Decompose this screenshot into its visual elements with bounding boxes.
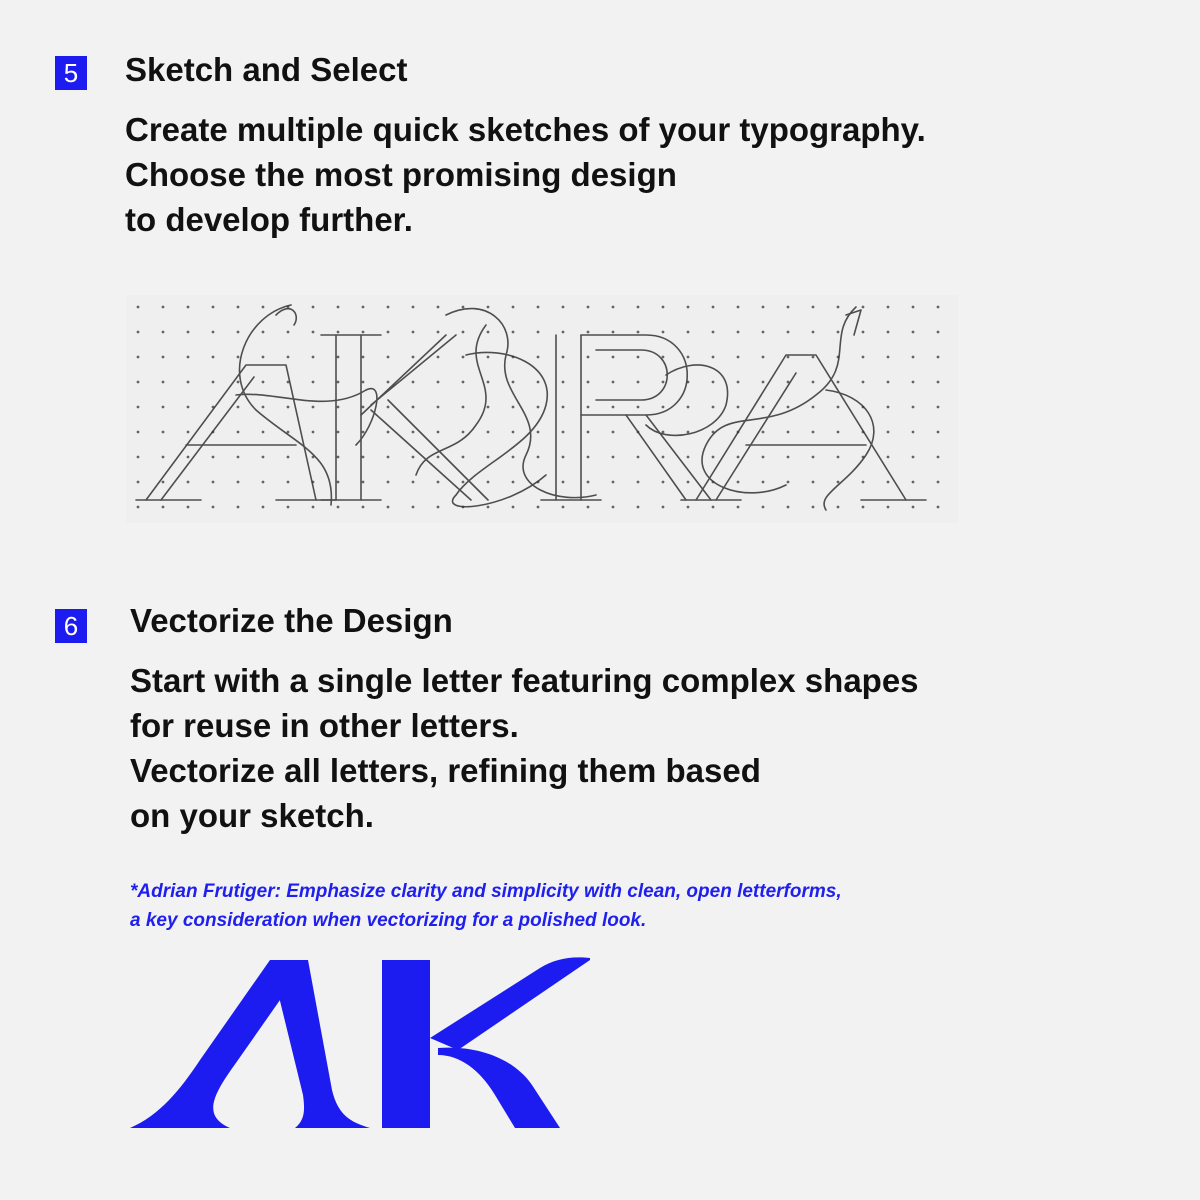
step-description-line: Choose the most promising design xyxy=(125,156,677,193)
step-description xyxy=(130,658,919,838)
step-description-line: Create multiple quick sketches of your typography. xyxy=(125,111,926,148)
step-description-line: for reuse in other letters. xyxy=(130,707,519,744)
typography-sketch-image xyxy=(126,295,958,523)
step-number-badge: 5 xyxy=(55,56,87,90)
frutiger-note xyxy=(130,877,842,935)
ak-vector-logo xyxy=(120,950,600,1140)
step-description-line: on your sketch. xyxy=(130,797,374,834)
step-title: Sketch and Select xyxy=(125,51,408,88)
step-description xyxy=(125,107,926,242)
note-line: a key consideration when vectorizing for a polished look. xyxy=(130,910,647,931)
step-number-badge: 6 xyxy=(55,609,87,643)
step-description-line: Start with a single letter featuring complex shapes xyxy=(130,662,919,699)
note-line: *Adrian Frutiger: Emphasize clarity and simplicity with clean, open letterforms, xyxy=(130,881,842,902)
step-description-line: to develop further. xyxy=(125,201,413,238)
step-description-line: Vectorize all letters, refining them based xyxy=(130,752,761,789)
step-title: Vectorize the Design xyxy=(130,602,453,639)
